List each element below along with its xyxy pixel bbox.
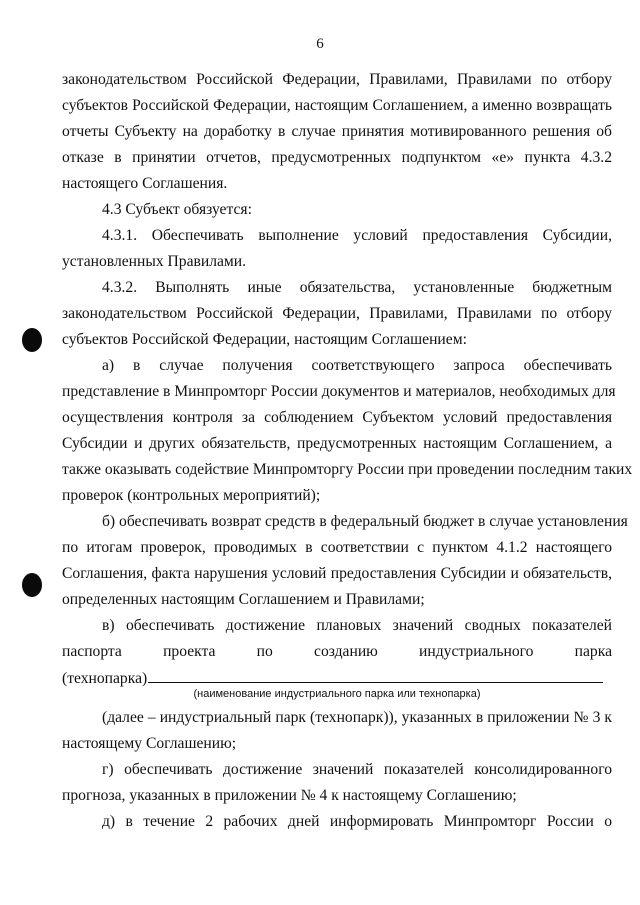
paragraph-line: отчеты Субъекту на доработку в случае принятия мотивированного решения об — [62, 123, 612, 140]
blank-underline — [148, 668, 603, 683]
paragraph-line: б) обеспечивать возврат средств в федеральный бюджет в случае установления — [102, 513, 628, 530]
paragraph-line: законодательством Российской Федерации, Правилами, Правилами по отбору — [62, 71, 612, 88]
paragraph-line: прогноза, указанных в приложении № 4 к настоящему Соглашению; — [62, 787, 517, 804]
paragraph-line: в) обеспечивать достижение плановых значений сводных показателей — [102, 617, 612, 634]
paragraph-line: г) обеспечивать достижение значений показателей консолидированного — [102, 761, 612, 778]
page-number: 6 — [316, 36, 324, 52]
section-heading: 4.3 Субъект обязуется: — [102, 201, 252, 218]
paragraph-line: настоящему Соглашению; — [62, 735, 237, 752]
paragraph-line: по итогам проверок, проводимых в соответствии с пунктом 4.1.2 настоящего — [62, 539, 612, 556]
paragraph-line: субъектов Российской Федерации, настоящим Соглашением: — [62, 331, 467, 348]
punch-hole-mark — [22, 573, 42, 597]
punch-hole-mark — [22, 328, 42, 352]
paragraph-line: Соглашения, факта нарушения условий предоставления Субсидии и обязательств, — [62, 565, 612, 582]
paragraph-line: проверок (контрольных мероприятий); — [62, 487, 321, 504]
fill-in-line — [62, 668, 612, 689]
paragraph-line: 4.3.1. Обеспечивать выполнение условий предоставления Субсидии, — [102, 227, 612, 244]
paragraph-line: д) в течение 2 рабочих дней информировать Минпромторг России о — [102, 813, 612, 830]
paragraph-line: определенных настоящим Соглашением и Правилами; — [62, 591, 425, 608]
paragraph-line: осуществления контроля за соблюдением Субъектом условий предоставления — [62, 409, 612, 426]
paragraph-line: субъектов Российской Федерации, настоящим Соглашением, а именно возвращать — [62, 97, 612, 114]
paragraph-line: установленных Правилами. — [62, 253, 247, 270]
paragraph-line: 4.3.2. Выполнять иные обязательства, установленные бюджетным — [102, 279, 612, 296]
paragraph-line: законодательством Российской Федерации, Правилами, Правилами по отбору — [62, 305, 612, 322]
paragraph-line: паспорта проекта по созданию индустриального парка — [62, 643, 612, 660]
paragraph-line: настоящего Соглашения. — [62, 175, 228, 192]
paragraph-line: а) в случае получения соответствующего запроса обеспечивать — [102, 357, 612, 374]
paragraph-line: (далее – индустриальный парк (технопарк)), указанных в приложении № 3 к — [102, 709, 612, 726]
paragraph-line: также оказывать содействие Минпромторгу России при проведении последним таких — [62, 461, 633, 478]
paragraph-line: Субсидии и других обязательств, предусмотренных настоящим Соглашением, а — [62, 435, 612, 452]
field-caption: (наименование индустриального парка или технопарка) — [193, 688, 481, 700]
paragraph-line: представление в Минпромторг России документов и материалов, необходимых для — [62, 383, 616, 400]
paragraph-line: отказе в принятии отчетов, предусмотренных подпунктом «е» пункта 4.3.2 — [62, 149, 612, 166]
fill-in-label: (технопарка) — [62, 670, 148, 687]
